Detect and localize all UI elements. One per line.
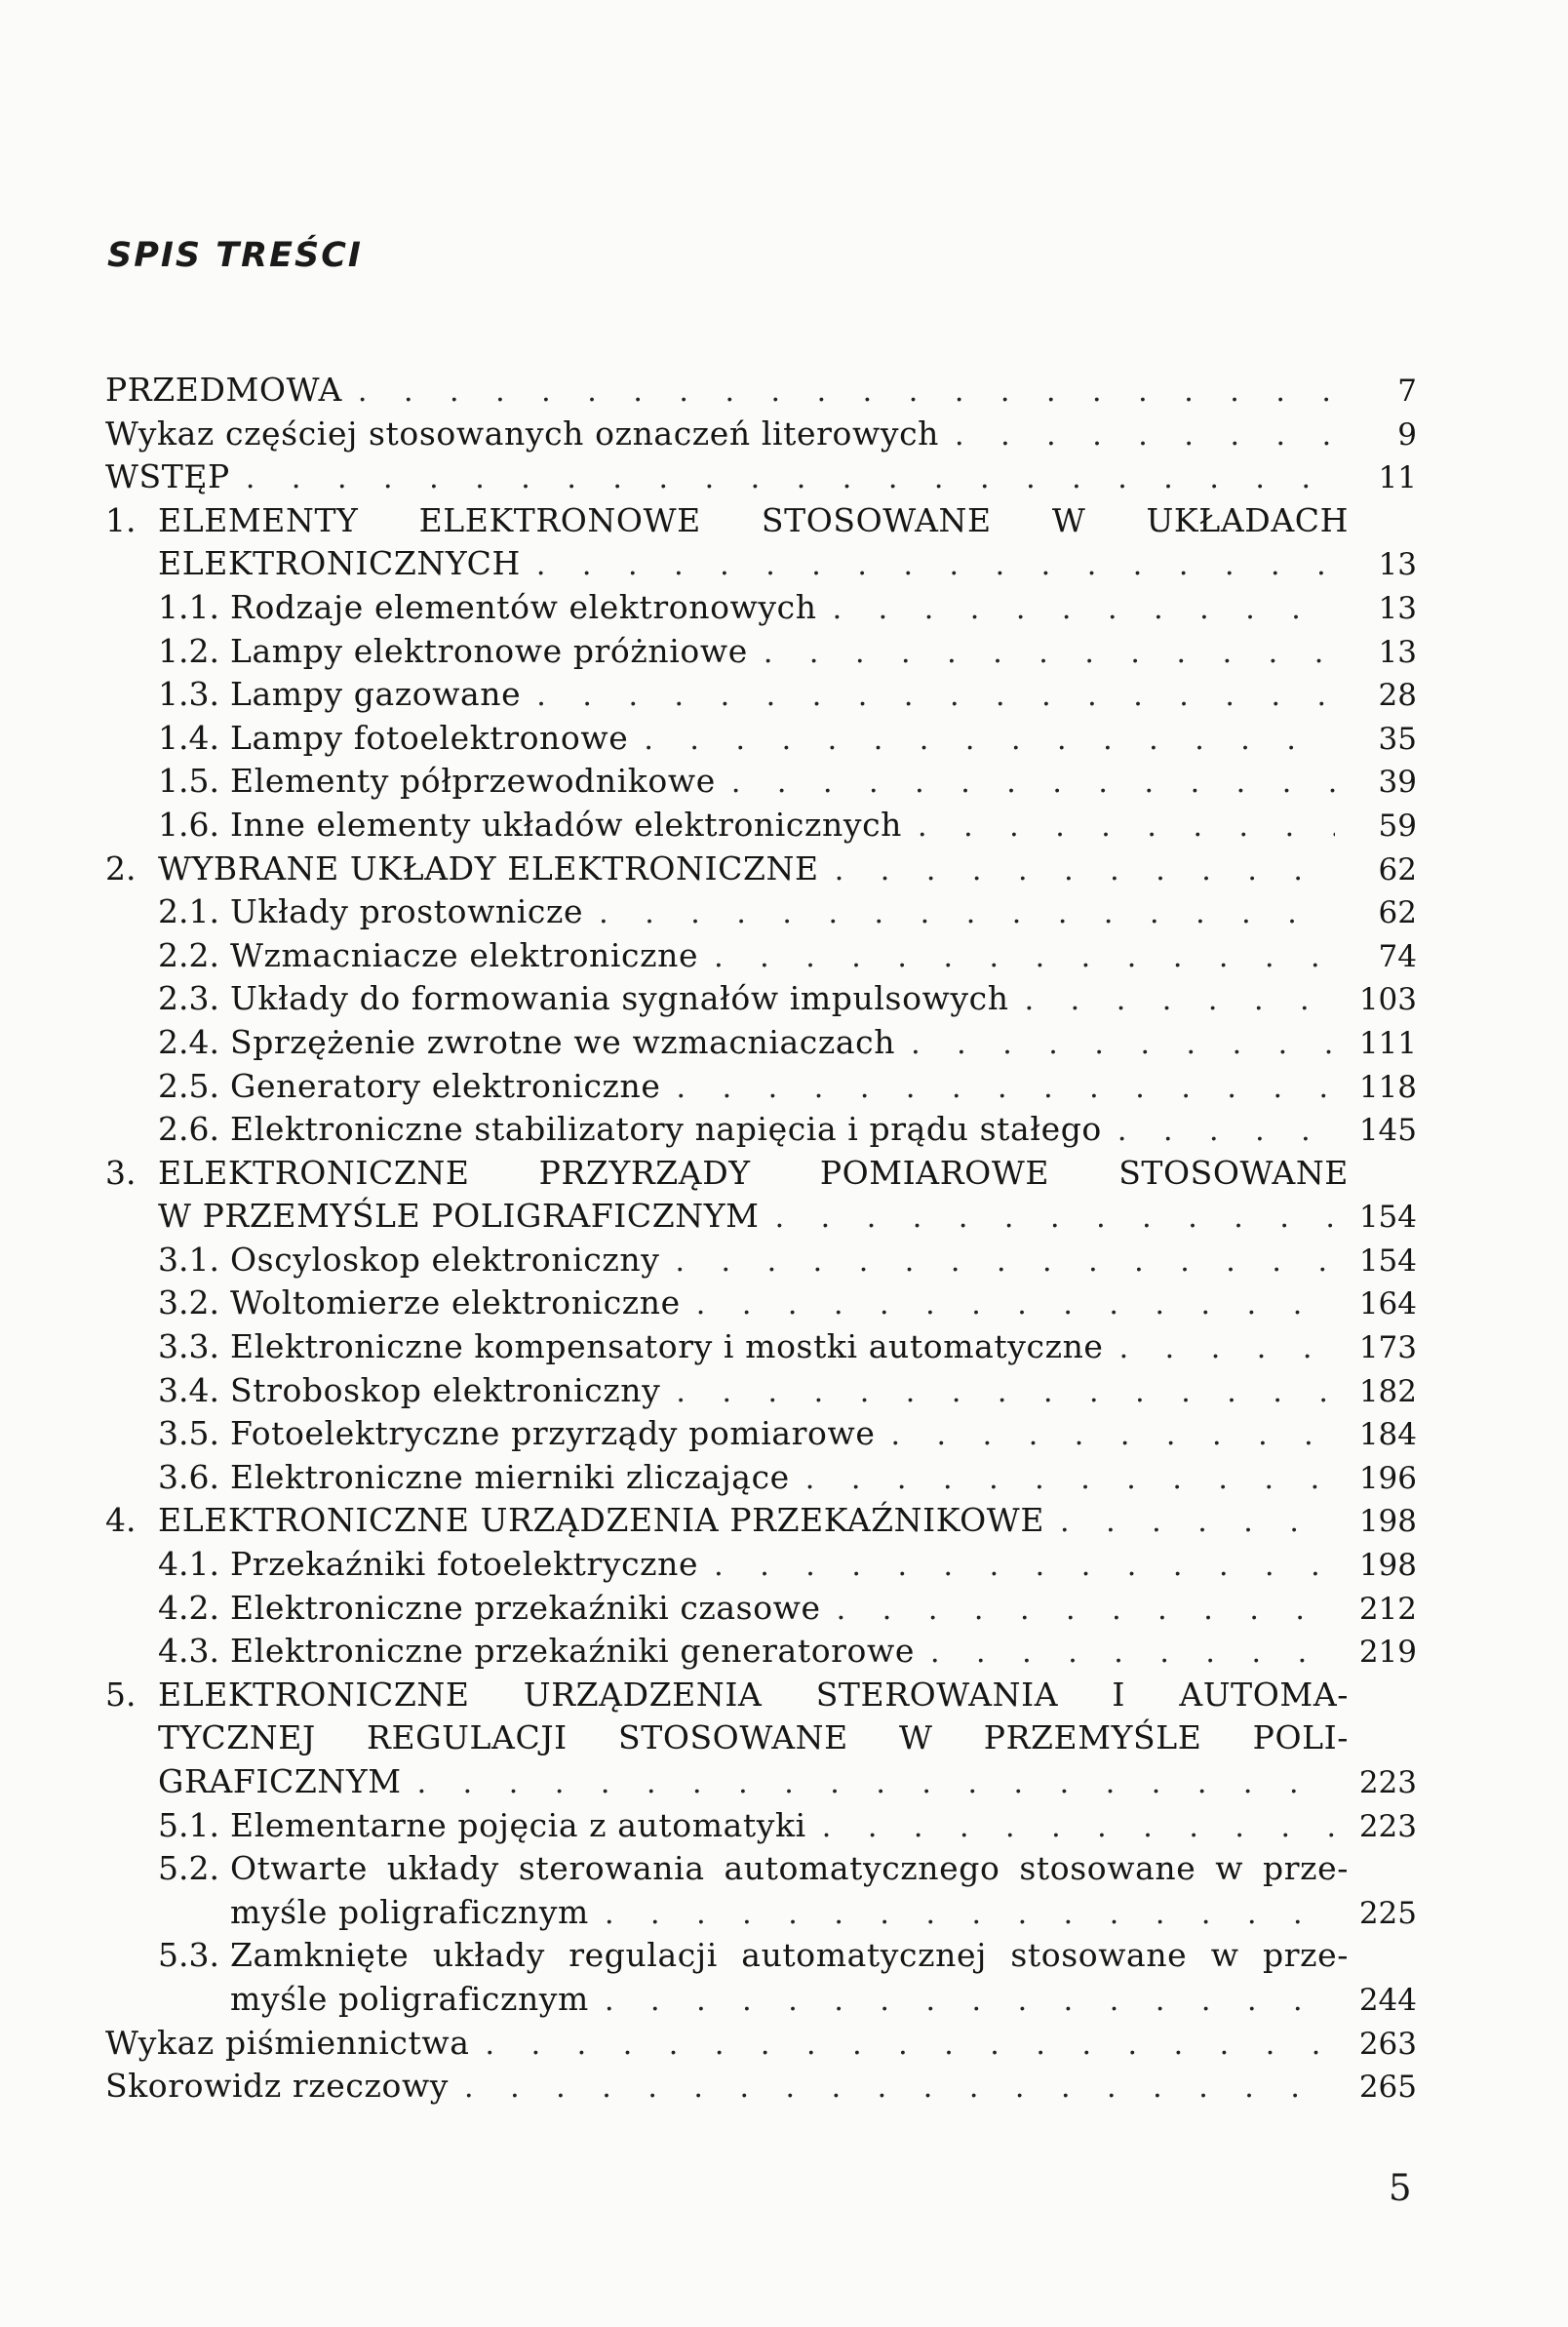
toc-entry-title: Wykaz piśmiennictwa bbox=[105, 2023, 470, 2062]
toc-entry bbox=[105, 2022, 1417, 2066]
toc-entry-title: Rodzaje elementów elektronowych bbox=[230, 587, 817, 626]
toc-section bbox=[105, 1239, 1417, 1282]
toc-entry-title: Elektroniczne przekaźniki generatorowe bbox=[230, 1632, 915, 1671]
dot-leader bbox=[605, 1980, 1335, 2024]
toc-chapter bbox=[105, 848, 1417, 891]
toc-entry-title: Elektroniczne kompensatory i mostki automatyczne bbox=[230, 1327, 1104, 1366]
dot-leader bbox=[714, 1545, 1335, 1589]
toc-entry-title: Stroboskop elektroniczny bbox=[230, 1370, 661, 1409]
toc-entry-page: 11 bbox=[1378, 460, 1417, 496]
toc-entry-title: Lampy gazowane bbox=[230, 675, 522, 714]
toc-entry-number: 3.6. bbox=[158, 1457, 219, 1496]
toc-entry-number: 2. bbox=[105, 848, 137, 887]
toc-entry-title: Układy prostownicze bbox=[230, 892, 584, 931]
dot-leader bbox=[918, 806, 1335, 849]
dot-leader bbox=[675, 1241, 1335, 1284]
toc-entry-title: ELEKTRONICZNE URZĄDZENIA STEROWANIA I AUTOMA- bbox=[158, 1675, 1349, 1714]
toc-entry-title: myśle poligraficznym bbox=[230, 1892, 589, 1931]
toc-entry-page: 111 bbox=[1358, 1025, 1417, 1061]
dot-leader bbox=[805, 1458, 1335, 1502]
toc-entry-page: 244 bbox=[1358, 1982, 1417, 2018]
toc-entry-number: 3.5. bbox=[158, 1414, 219, 1453]
toc-entry-number: 2.2. bbox=[158, 935, 219, 974]
toc-entry-number: 4.1. bbox=[158, 1545, 219, 1584]
dot-leader bbox=[731, 762, 1335, 806]
toc-entry-title: WSTĘP bbox=[105, 457, 230, 496]
dot-leader bbox=[417, 1762, 1335, 1806]
dot-leader bbox=[1060, 1501, 1335, 1545]
toc-section bbox=[105, 1804, 1417, 1848]
toc-entry-number: 3.3. bbox=[158, 1327, 219, 1366]
dot-leader bbox=[696, 1283, 1335, 1327]
toc-entry-number: 3.4. bbox=[158, 1370, 219, 1409]
toc-entry-number: 1.4. bbox=[158, 718, 219, 757]
toc-entry bbox=[105, 455, 1417, 499]
dot-leader bbox=[1025, 979, 1335, 1023]
toc-entry-page: 225 bbox=[1358, 1895, 1417, 1931]
toc-entry-title: Lampy fotoelektronowe bbox=[230, 718, 629, 757]
toc-section bbox=[105, 890, 1417, 934]
toc-section bbox=[105, 1543, 1417, 1587]
toc-entry-title: WYBRANE UKŁADY ELEKTRONICZNE bbox=[158, 848, 819, 887]
dot-leader bbox=[911, 1023, 1335, 1067]
toc-entry-title: Wykaz częściej stosowanych oznaczeń literowych bbox=[105, 414, 940, 453]
toc-entry-number: 5.1. bbox=[158, 1805, 219, 1844]
toc-entry-page: 184 bbox=[1358, 1417, 1417, 1453]
toc-section bbox=[105, 1108, 1417, 1152]
toc-section bbox=[105, 1021, 1417, 1065]
toc-entry-number: 3.1. bbox=[158, 1240, 219, 1279]
toc-entry bbox=[105, 413, 1417, 456]
toc-entry-page: 196 bbox=[1358, 1460, 1417, 1496]
toc-chapter-continuation bbox=[105, 1716, 1417, 1760]
dot-leader bbox=[1119, 1327, 1335, 1371]
toc-chapter bbox=[105, 1499, 1417, 1543]
toc-entry-page: 223 bbox=[1358, 1765, 1417, 1800]
toc-section-continuation bbox=[105, 1891, 1417, 1935]
toc-entry-page: 62 bbox=[1378, 851, 1417, 887]
toc-entry-page: 39 bbox=[1378, 765, 1417, 801]
toc-entry-title: ELEMENTY ELEKTRONOWE STOSOWANE W UKŁADACH bbox=[158, 500, 1349, 539]
toc-entry-page: 35 bbox=[1378, 721, 1417, 757]
dot-leader bbox=[833, 588, 1335, 632]
toc-entry-title: Skorowidz rzeczowy bbox=[105, 2067, 450, 2106]
toc-entry-page: 182 bbox=[1358, 1373, 1417, 1409]
toc-section bbox=[105, 1369, 1417, 1413]
toc-entry-number: 4.3. bbox=[158, 1632, 219, 1671]
dot-leader bbox=[536, 675, 1335, 719]
toc-entry-title: ELEKTRONICZNE URZĄDZENIA PRZEKAŹNIKOWE bbox=[158, 1501, 1045, 1540]
toc-section bbox=[105, 1412, 1417, 1456]
toc-section bbox=[105, 1282, 1417, 1325]
toc-entry-title: Przekaźniki fotoelektryczne bbox=[230, 1545, 699, 1584]
toc-section bbox=[105, 977, 1417, 1021]
toc-entry-title: Elektroniczne mierniki zliczające bbox=[230, 1457, 790, 1496]
toc-section bbox=[105, 1456, 1417, 1500]
dot-leader bbox=[930, 1632, 1335, 1676]
toc-entry-page: 74 bbox=[1378, 938, 1417, 974]
dot-leader bbox=[358, 371, 1335, 414]
toc-entry-number: 2.5. bbox=[158, 1066, 219, 1105]
toc-entry-page: 173 bbox=[1358, 1330, 1417, 1366]
dot-leader bbox=[676, 1371, 1335, 1415]
toc-entry-title: W PRZEMYŚLE POLIGRAFICZNYM bbox=[158, 1197, 760, 1236]
toc-section bbox=[105, 1934, 1417, 1978]
toc-entry-page: 9 bbox=[1397, 416, 1417, 453]
toc-section bbox=[105, 1325, 1417, 1369]
toc-entry bbox=[105, 369, 1417, 413]
toc-entry-page: 212 bbox=[1358, 1591, 1417, 1627]
toc-entry-number: 5.3. bbox=[158, 1936, 219, 1975]
toc-entry-page: 28 bbox=[1378, 678, 1417, 714]
toc-entry-title: Elementarne pojęcia z automatyki bbox=[230, 1805, 806, 1844]
toc-entry-page: 59 bbox=[1378, 808, 1417, 844]
toc-section bbox=[105, 1065, 1417, 1109]
toc-chapter bbox=[105, 1674, 1417, 1717]
toc-entry-number: 3.2. bbox=[158, 1283, 219, 1322]
toc-entry-page: 118 bbox=[1358, 1069, 1417, 1105]
dot-leader bbox=[464, 2067, 1335, 2110]
toc-entry-page: 13 bbox=[1378, 634, 1417, 670]
toc-entry-title: GRAFICZNYM bbox=[158, 1762, 402, 1800]
dot-leader bbox=[837, 1589, 1335, 1633]
dot-leader bbox=[764, 632, 1335, 676]
toc-section bbox=[105, 630, 1417, 674]
page-number: 5 bbox=[1389, 2167, 1412, 2209]
toc-entry-page: 62 bbox=[1378, 895, 1417, 931]
toc-section bbox=[105, 1587, 1417, 1631]
toc-entry-page: 7 bbox=[1397, 374, 1417, 409]
dot-leader bbox=[714, 936, 1335, 980]
toc-entry-title: Generatory elektroniczne bbox=[230, 1066, 661, 1105]
dot-leader bbox=[835, 849, 1335, 893]
toc-entry-title: ELEKTRONICZNYCH bbox=[158, 544, 521, 583]
toc-section bbox=[105, 717, 1417, 761]
toc-entry-page: 219 bbox=[1358, 1635, 1417, 1671]
toc-entry-number: 4.2. bbox=[158, 1588, 219, 1627]
toc-entry-page: 265 bbox=[1358, 2070, 1417, 2106]
toc-chapter-continuation bbox=[105, 542, 1417, 586]
toc-entry-page: 13 bbox=[1378, 590, 1417, 626]
dot-leader bbox=[605, 1893, 1335, 1937]
toc-entry-title: Otwarte układy sterowania automatycznego stosowane w prze- bbox=[230, 1849, 1349, 1888]
toc-entry-title: PRZEDMOWA bbox=[105, 371, 342, 409]
toc-entry-title: ELEKTRONICZNE PRZYRZĄDY POMIAROWE STOSOWANE bbox=[158, 1153, 1349, 1192]
toc-chapter bbox=[105, 1152, 1417, 1196]
toc-chapter bbox=[105, 499, 1417, 543]
toc-entry-title: Wzmacniacze elektroniczne bbox=[230, 935, 699, 974]
toc-entry-page: 198 bbox=[1358, 1548, 1417, 1584]
dot-leader bbox=[955, 414, 1335, 458]
toc-entry-number: 2.1. bbox=[158, 892, 219, 931]
toc-entry-title: Zamknięte układy regulacji automatycznej stosowane w prze- bbox=[230, 1936, 1349, 1975]
toc-section bbox=[105, 673, 1417, 717]
toc-entry-page: 154 bbox=[1358, 1242, 1417, 1279]
toc-entry-title: Lampy elektronowe próżniowe bbox=[230, 631, 748, 670]
dot-leader bbox=[644, 719, 1335, 763]
toc-entry-page: 103 bbox=[1358, 982, 1417, 1018]
toc-entry-title: Woltomierze elektroniczne bbox=[230, 1283, 681, 1322]
toc-entry-page: 263 bbox=[1358, 2026, 1417, 2062]
toc-entry-title: Elektroniczne stabilizatory napięcia i prądu stałego bbox=[230, 1110, 1102, 1149]
toc-entry-number: 5. bbox=[105, 1675, 137, 1714]
toc-entry-title: Elementy półprzewodnikowe bbox=[230, 762, 716, 801]
toc-entry-number: 1. bbox=[105, 500, 137, 539]
toc-section bbox=[105, 1847, 1417, 1891]
toc-section bbox=[105, 586, 1417, 630]
toc-entry-page: 13 bbox=[1378, 547, 1417, 583]
toc-entry-title: TYCZNEJ REGULACJI STOSOWANE W PRZEMYŚLE POLI- bbox=[158, 1718, 1349, 1757]
dot-leader bbox=[486, 2024, 1336, 2068]
toc-entry-page: 223 bbox=[1358, 1808, 1417, 1844]
toc-entry bbox=[105, 2065, 1417, 2109]
toc-entry-number: 5.2. bbox=[158, 1849, 219, 1888]
toc-chapter-continuation bbox=[105, 1195, 1417, 1239]
dot-leader bbox=[775, 1197, 1335, 1241]
toc-entry-title: Układy do formowania sygnałów impulsowych bbox=[230, 979, 1009, 1018]
toc-chapter-continuation bbox=[105, 1760, 1417, 1804]
toc-section bbox=[105, 934, 1417, 978]
toc-entry-number: 2.4. bbox=[158, 1022, 219, 1061]
toc-section bbox=[105, 760, 1417, 804]
dot-leader bbox=[246, 457, 1335, 501]
toc-entry-page: 154 bbox=[1358, 1200, 1417, 1236]
dot-leader bbox=[1117, 1110, 1335, 1154]
toc-entry-number: 2.3. bbox=[158, 979, 219, 1018]
toc-section bbox=[105, 1630, 1417, 1674]
toc-entry-number: 4. bbox=[105, 1501, 137, 1540]
toc-entry-title: Elektroniczne przekaźniki czasowe bbox=[230, 1588, 821, 1627]
toc-entry-number: 3. bbox=[105, 1153, 137, 1192]
toc-entry-number: 1.3. bbox=[158, 675, 219, 714]
toc-entry-page: 145 bbox=[1358, 1113, 1417, 1149]
toc-entry-title: Oscyloskop elektroniczny bbox=[230, 1240, 660, 1279]
toc-entry-title: myśle poligraficznym bbox=[230, 1979, 589, 2018]
toc-entry-title: Fotoelektryczne przyrządy pomiarowe bbox=[230, 1414, 876, 1453]
toc-entry-page: 164 bbox=[1358, 1286, 1417, 1322]
dot-leader bbox=[677, 1067, 1335, 1111]
toc-entry-number: 2.6. bbox=[158, 1110, 219, 1149]
dot-leader bbox=[536, 544, 1335, 588]
dot-leader bbox=[890, 1414, 1335, 1458]
toc-entry-title: Sprzężenie zwrotne we wzmacniaczach bbox=[230, 1022, 896, 1061]
toc-entry-page: 198 bbox=[1358, 1504, 1417, 1540]
toc-entry-number: 1.2. bbox=[158, 631, 219, 670]
dot-leader bbox=[599, 892, 1335, 936]
page-title: SPIS TREŚCI bbox=[107, 236, 363, 275]
toc-entry-number: 1.6. bbox=[158, 805, 219, 844]
toc-section bbox=[105, 804, 1417, 848]
toc-entry-number: 1.1. bbox=[158, 587, 219, 626]
dot-leader bbox=[822, 1806, 1335, 1850]
toc-entry-number: 1.5. bbox=[158, 762, 219, 801]
table-of-contents bbox=[105, 369, 1417, 2109]
toc-entry-title: Inne elementy układów elektronicznych bbox=[230, 805, 903, 844]
toc-section-continuation bbox=[105, 1978, 1417, 2022]
